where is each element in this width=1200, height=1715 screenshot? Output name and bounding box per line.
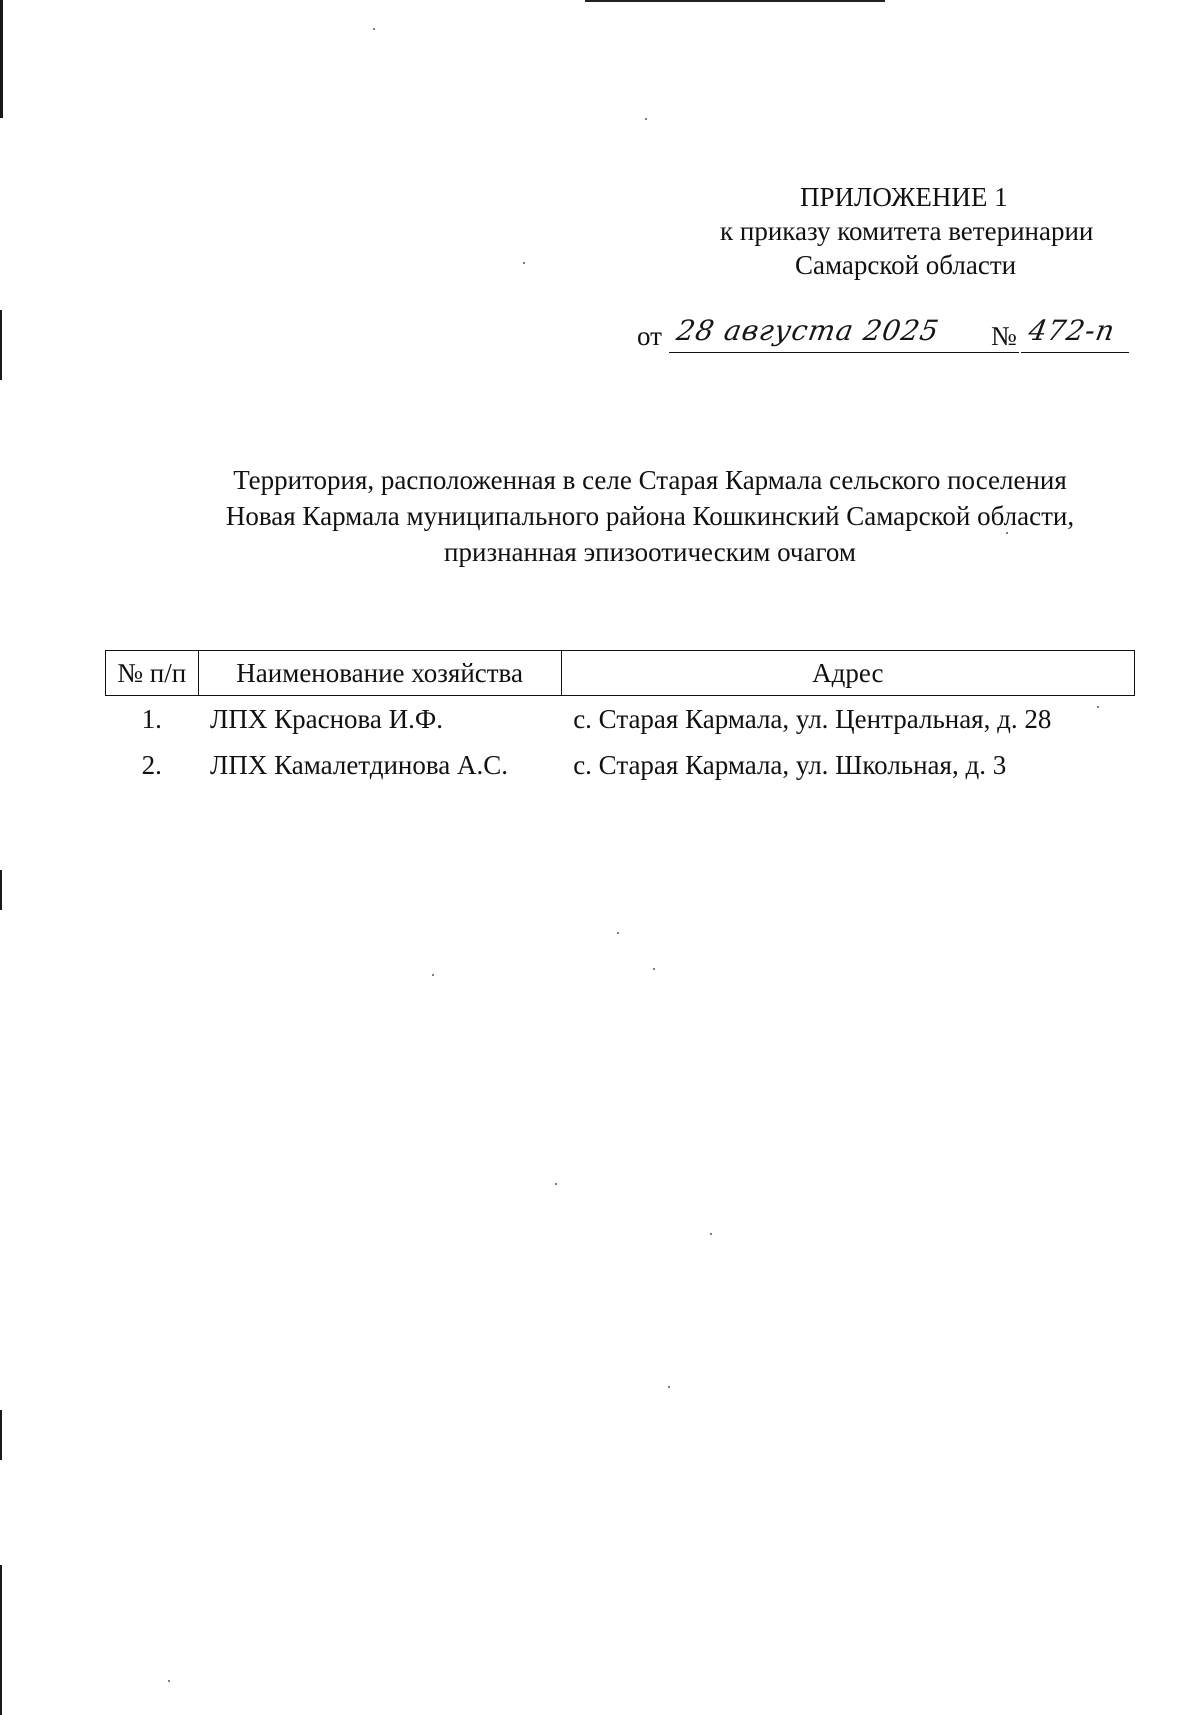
header-number: № п/п bbox=[106, 651, 199, 696]
date-prefix: от bbox=[637, 321, 662, 351]
row-number: 1. bbox=[141, 703, 162, 734]
farms-table bbox=[105, 650, 1135, 788]
scan-speck bbox=[710, 1233, 712, 1235]
heading-line-3: признанная эпизоотическим очагом bbox=[444, 537, 856, 567]
farms-table-container bbox=[105, 650, 1135, 788]
scan-speck bbox=[523, 262, 525, 264]
appendix-authority: Самарской области bbox=[795, 250, 1017, 280]
order-number-field bbox=[1021, 314, 1129, 353]
scan-speck bbox=[432, 974, 434, 976]
scan-speck bbox=[555, 1183, 557, 1185]
scan-speck bbox=[373, 28, 375, 30]
row-farm-name: ЛПХ Камалетдинова А.С. bbox=[210, 749, 509, 780]
scan-edge-mark bbox=[0, 310, 2, 380]
scan-speck bbox=[617, 932, 619, 934]
scan-edge-mark bbox=[0, 870, 2, 910]
row-number: 2. bbox=[141, 749, 162, 780]
appendix-title: ПРИЛОЖЕНИЕ 1 bbox=[800, 182, 1008, 212]
document-heading bbox=[150, 462, 1150, 570]
appendix-reference: к приказу комитета ветеринарии bbox=[720, 216, 1094, 246]
heading-line-2: Новая Кармала муниципального района Кошкинский Самарской области, bbox=[225, 501, 1075, 531]
header-farm-name: Наименование хозяйства bbox=[198, 651, 561, 696]
order-date-handwritten: 28 августа 2025 bbox=[674, 314, 942, 347]
row-address: с. Старая Кармала, ул. Центральная, д. 28 bbox=[573, 703, 1052, 734]
row-address: с. Старая Кармала, ул. Школьная, д. 3 bbox=[573, 749, 1007, 780]
table-row bbox=[106, 696, 1135, 743]
table-header-row bbox=[106, 651, 1135, 696]
order-number-handwritten: 472-п bbox=[1026, 314, 1118, 347]
table-row bbox=[106, 742, 1135, 788]
row-farm-name: ЛПХ Краснова И.Ф. bbox=[210, 703, 443, 734]
heading-line-1: Территория, расположенная в селе Старая Кармала сельского поселения bbox=[233, 465, 1067, 495]
scan-speck bbox=[645, 118, 647, 120]
scan-edge-mark bbox=[0, 1410, 2, 1460]
scan-speck bbox=[668, 1386, 670, 1388]
scan-top-line bbox=[585, 0, 885, 2]
number-sign: № bbox=[991, 321, 1017, 351]
scan-edge-mark bbox=[0, 1565, 2, 1715]
header-address: Адрес bbox=[561, 651, 1134, 696]
scan-edge-mark bbox=[0, 0, 3, 118]
scan-speck bbox=[168, 1680, 170, 1682]
order-date-field bbox=[669, 314, 1019, 353]
scan-speck bbox=[653, 968, 655, 970]
